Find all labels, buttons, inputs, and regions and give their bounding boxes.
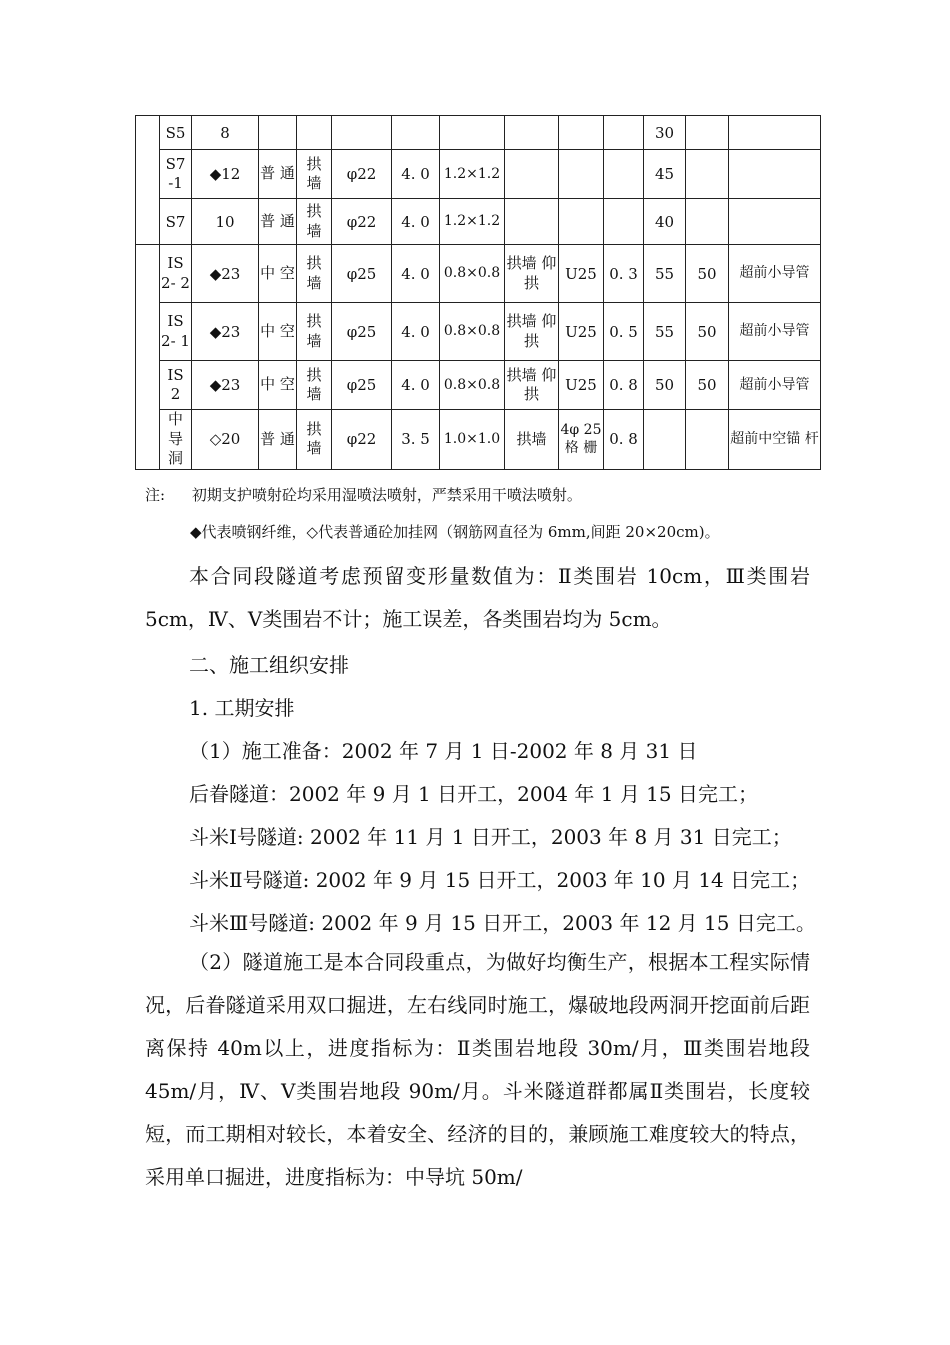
len-cell: 4. 0 <box>392 303 440 361</box>
remark-cell: 超前小导管 <box>729 303 821 361</box>
scope-cell: 拱 墙 <box>297 303 332 361</box>
len-cell: 4. 0 <box>392 361 440 410</box>
group-cell-blank <box>136 116 160 245</box>
schedule-line: 斗米Ⅲ号隧道: 2002 年 9 月 15 日开工，2003 年 12 月 15 日完工。 <box>189 911 816 935</box>
steel-spacing-cell: 0. 8 <box>604 361 644 410</box>
type-cell: 普 通 <box>259 410 297 470</box>
spacing-cell: 0.8×0.8 <box>440 245 505 303</box>
steel-cell: U25 <box>559 303 604 361</box>
remark-cell: 超前中空锚 杆 <box>729 410 821 470</box>
type-cell: 普 通 <box>259 150 297 199</box>
type-cell: 中 空 <box>259 361 297 410</box>
thickness-cell: ◆23 <box>192 303 259 361</box>
legend-text: ◆代表喷钢纤维，◇代表普通砼加挂网（钢筋网直径为 6mm,间距 20×20cm)。 <box>190 523 720 541</box>
schedule-line: 后眷隧道：2002 年 9 月 1 日开工，2004 年 1 月 15 日完工； <box>189 782 758 806</box>
scope-cell: 拱 墙 <box>297 245 332 303</box>
spacing-cell: 1.2×1.2 <box>440 150 505 199</box>
steel-cell: 4φ 25格 栅 <box>559 410 604 470</box>
table-row <box>136 150 821 199</box>
dia-cell: φ22 <box>332 150 392 199</box>
len-cell: 4. 0 <box>392 245 440 303</box>
deformation-paragraph: 本合同段隧道考虑预留变形量数值为：Ⅱ类围岩 10cm，Ⅲ类围岩 5cm，Ⅳ、Ⅴ类围岩不计；施工误差，各类围岩均为 5cm。 <box>145 564 810 631</box>
steel-scope-cell: 拱墙 仰拱 <box>505 303 559 361</box>
scope-cell: 拱 墙 <box>297 410 332 470</box>
section-title: 二、施工组织安排 <box>189 653 349 677</box>
remark-cell: 超前小导管 <box>729 245 821 303</box>
thickness-cell: 8 <box>192 116 259 150</box>
grout-cell: 50 <box>686 361 729 410</box>
reserved-cell: 50 <box>644 361 686 410</box>
schedule-line: （1）施工准备：2002 年 7 月 1 日-2002 年 8 月 31 日 <box>189 739 698 763</box>
spacing-cell: 0.8×0.8 <box>440 303 505 361</box>
code-cell: S7 <box>160 199 192 245</box>
thickness-cell: ◆23 <box>192 245 259 303</box>
grout-cell: 50 <box>686 303 729 361</box>
code-cell: 中 导 洞 <box>160 410 192 470</box>
steel-cell: U25 <box>559 245 604 303</box>
scope-cell: 拱 墙 <box>297 361 332 410</box>
note-text: 初期支护喷射砼均采用湿喷法喷射，严禁采用干喷法喷射。 <box>191 486 582 504</box>
grout-cell: 50 <box>686 245 729 303</box>
steel-spacing-cell: 0. 8 <box>604 410 644 470</box>
table-row <box>136 199 821 245</box>
thickness-cell: ◆12 <box>192 150 259 199</box>
thickness-cell: ◆23 <box>192 361 259 410</box>
len-cell: 4. 0 <box>392 199 440 245</box>
tunnel-group-label <box>136 245 160 470</box>
reserved-cell: 45 <box>644 150 686 199</box>
support-parameter-table <box>135 115 821 470</box>
reserved-cell: 30 <box>644 116 686 150</box>
type-cell: 普 通 <box>259 199 297 245</box>
scope-cell: 拱 墙 <box>297 150 332 199</box>
reserved-cell: 40 <box>644 199 686 245</box>
reserved-cell: 55 <box>644 303 686 361</box>
subsection-title: 1. 工期安排 <box>189 696 295 720</box>
table-row <box>136 410 821 470</box>
spacing-cell: 1.0×1.0 <box>440 410 505 470</box>
schedule-line: 斗米Ⅰ号隧道: 2002 年 11 月 1 日开工，2003 年 8 月 31 日完工； <box>189 825 792 849</box>
spacing-cell: 1.2×1.2 <box>440 199 505 245</box>
remark-cell: 超前小导管 <box>729 361 821 410</box>
table-row <box>136 303 821 361</box>
len-cell: 4. 0 <box>392 150 440 199</box>
table-row <box>136 116 821 150</box>
table-row <box>136 245 821 303</box>
steel-spacing-cell: 0. 3 <box>604 245 644 303</box>
progress-paragraph: （2）隧道施工是本合同段重点，为做好均衡生产，根据本工程实际情况，后眷隧道采用双口掘进，左右线同时施工，爆破地段两洞开挖面前后距离保持 40m以上，进度指标为：Ⅱ类围岩地段 30m/月，Ⅲ类围岩地段 45m/月，Ⅳ、Ⅴ类围岩地段 90m/月。斗米隧道群都属Ⅱ类围岩，长度较短，而工期相对较长，本着安全、经济的目的，兼顾施工难度较大的特点，采用单口掘进，进度指标为：中导坑 50m/ <box>145 950 810 1189</box>
schedule-line: 斗米Ⅱ号隧道: 2002 年 9 月 15 日开工，2003 年 10 月 14 日完工； <box>189 868 811 892</box>
note-label: 注: <box>145 486 166 504</box>
dia-cell: φ22 <box>332 199 392 245</box>
len-cell: 3. 5 <box>392 410 440 470</box>
steel-spacing-cell: 0. 5 <box>604 303 644 361</box>
code-cell: IS 2 <box>160 361 192 410</box>
reserved-cell: 55 <box>644 245 686 303</box>
steel-cell: U25 <box>559 361 604 410</box>
dia-cell: φ25 <box>332 303 392 361</box>
thickness-cell: ◇20 <box>192 410 259 470</box>
code-cell: S7 -1 <box>160 150 192 199</box>
dia-cell: φ25 <box>332 245 392 303</box>
note-line <box>145 484 822 505</box>
dia-cell: φ22 <box>332 410 392 470</box>
code-cell: IS 2- 1 <box>160 303 192 361</box>
steel-scope-cell: 拱墙 <box>505 410 559 470</box>
steel-scope-cell: 拱墙 仰拱 <box>505 361 559 410</box>
thickness-cell: 10 <box>192 199 259 245</box>
type-cell: 中 空 <box>259 245 297 303</box>
type-cell: 中 空 <box>259 303 297 361</box>
spacing-cell: 0.8×0.8 <box>440 361 505 410</box>
code-cell: S5 <box>160 116 192 150</box>
scope-cell: 拱 墙 <box>297 199 332 245</box>
steel-scope-cell: 拱墙 仰拱 <box>505 245 559 303</box>
code-cell: IS 2- 2 <box>160 245 192 303</box>
dia-cell: φ25 <box>332 361 392 410</box>
table-row <box>136 361 821 410</box>
